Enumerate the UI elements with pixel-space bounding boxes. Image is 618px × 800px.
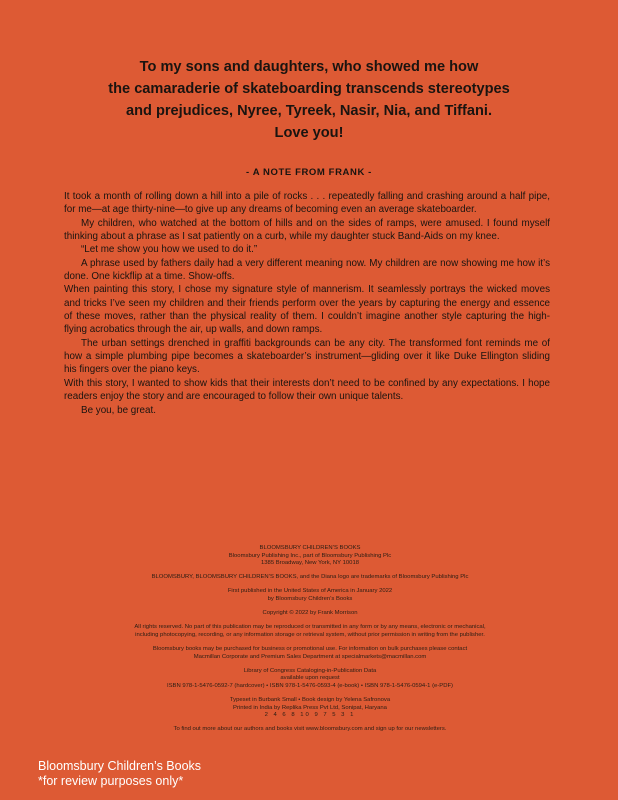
note-paragraph: When painting this story, I chose my signature style of mannerism. It seamlessly portrays the wicked moves and tricks I’ve seen my children and their friends perform over the years by capturing the energy and essence of these moves, rather than the physical reality of them. I couldn’t imagine another style capturing the high-flying acrobatics through the air, up walls, and down ramps. [64, 284, 550, 336]
production-line: Printed in India by Replika Press Pvt Ltd, Sonipat, Haryana [233, 704, 387, 711]
sales-line: Macmillan Corporate and Premium Sales Department at specialmarkets@macmillan.com [193, 653, 427, 660]
note-paragraph: With this story, I wanted to show kids that their interests don’t need to be confined by any expectations. I hope readers enjoy the story and are encouraged to follow their own unique talents. [64, 377, 550, 403]
printing-line: 2 4 6 8 10 9 7 5 3 1 [264, 712, 356, 719]
sales-notice [84, 646, 536, 661]
rights-line: including photocopying, recording, or any information storage or retrieval system, without prior permission in writing from the publisher. [135, 631, 485, 638]
cip-data [84, 668, 536, 691]
production-line: Typeset in Burbank Small • Book design by Yelena Safronova [229, 696, 391, 703]
dedication [40, 56, 578, 144]
review-notice: *for review purposes only* [38, 774, 184, 789]
author-note [64, 190, 550, 417]
sales-line: Bloomsbury books may be purchased for business or promotional use. For information on bulk purchases please contact [152, 645, 468, 652]
review-watermark [38, 759, 201, 789]
first-published-line: First published in the United States of America in January 2022 [227, 588, 393, 595]
cip-line: available upon request [280, 675, 340, 682]
note-paragraph: My children, who watched at the bottom of hills and on the sides of ramps, were amused. I found myself thinking about a phrase as I sat patiently on a curb, while my daughter stuck Band-Aids on my knee. [64, 217, 550, 243]
copyright-block [84, 545, 536, 734]
review-publisher: Bloomsbury Children’s Books [38, 759, 202, 773]
newsletter-line: To find out more about our authors and books visit www.bloomsbury.com and sign up for our newsletters. [173, 726, 447, 733]
publisher-address [84, 545, 536, 568]
publisher-parent: Bloomsbury Publishing Inc., part of Bloomsbury Publishing Plc [228, 552, 392, 559]
note-paragraph: Be you, be great. [81, 404, 156, 416]
note-title: - A NOTE FROM FRANK - [246, 167, 372, 178]
production-credits [84, 697, 536, 720]
note-paragraph: It took a month of rolling down a hill into a pile of rocks . . . repeatedly falling and crashing around a half pipe, for me—at age thirty-nine—to give up any dreams of becoming even an average skateboarder. [64, 191, 550, 216]
dedication-line: To my sons and daughters, who showed me how [139, 59, 479, 75]
note-paragraph: “Let me show you how we used to do it.” [81, 244, 258, 256]
dedication-line: and prejudices, Nyree, Tyreek, Nasir, Nia, and Tiffani. [125, 103, 493, 119]
isbn-line: ISBN 978-1-5476-0592-7 (hardcover) • ISBN 978-1-5476-0593-4 (e-book) • ISBN 978-1-5476-0594-1 (e-PDF) [166, 682, 454, 689]
dedication-line: the camaraderie of skateboarding transcends stereotypes [108, 81, 510, 97]
publisher-street: 1385 Broadway, New York, NY 10018 [260, 560, 360, 567]
trademark-notice: BLOOMSBURY, BLOOMSBURY CHILDREN’S BOOKS, and the Diana logo are trademarks of Bloomsbury Publishing Plc [151, 574, 469, 581]
publisher-name: BLOOMSBURY CHILDREN’S BOOKS [259, 545, 361, 551]
note-paragraph: A phrase used by fathers daily had a very different meaning now. My children are now showing me how it’s done. One kickflip at a time. Show-offs. [64, 257, 550, 283]
first-published-line: by Bloomsbury Children’s Books [267, 596, 353, 603]
rights-line: All rights reserved. No part of this publication may be reproduced or transmitted in any form or by any means, electronic or mechanical, [134, 624, 486, 631]
cip-line: Library of Congress Cataloging-in-Publication Data [243, 667, 377, 674]
note-paragraph: The urban settings drenched in graffiti backgrounds can be any city. The transformed font reminds me of how a simple plumbing pipe becomes a skateboarder’s instrument—gliding over it like Duke Ellington sliding his fingers over the piano keys. [64, 337, 550, 376]
first-published [84, 588, 536, 603]
rights-notice [84, 624, 536, 639]
dedication-line: Love you! [274, 125, 344, 141]
copyright-line: Copyright © 2022 by Frank Morrison [262, 610, 358, 617]
